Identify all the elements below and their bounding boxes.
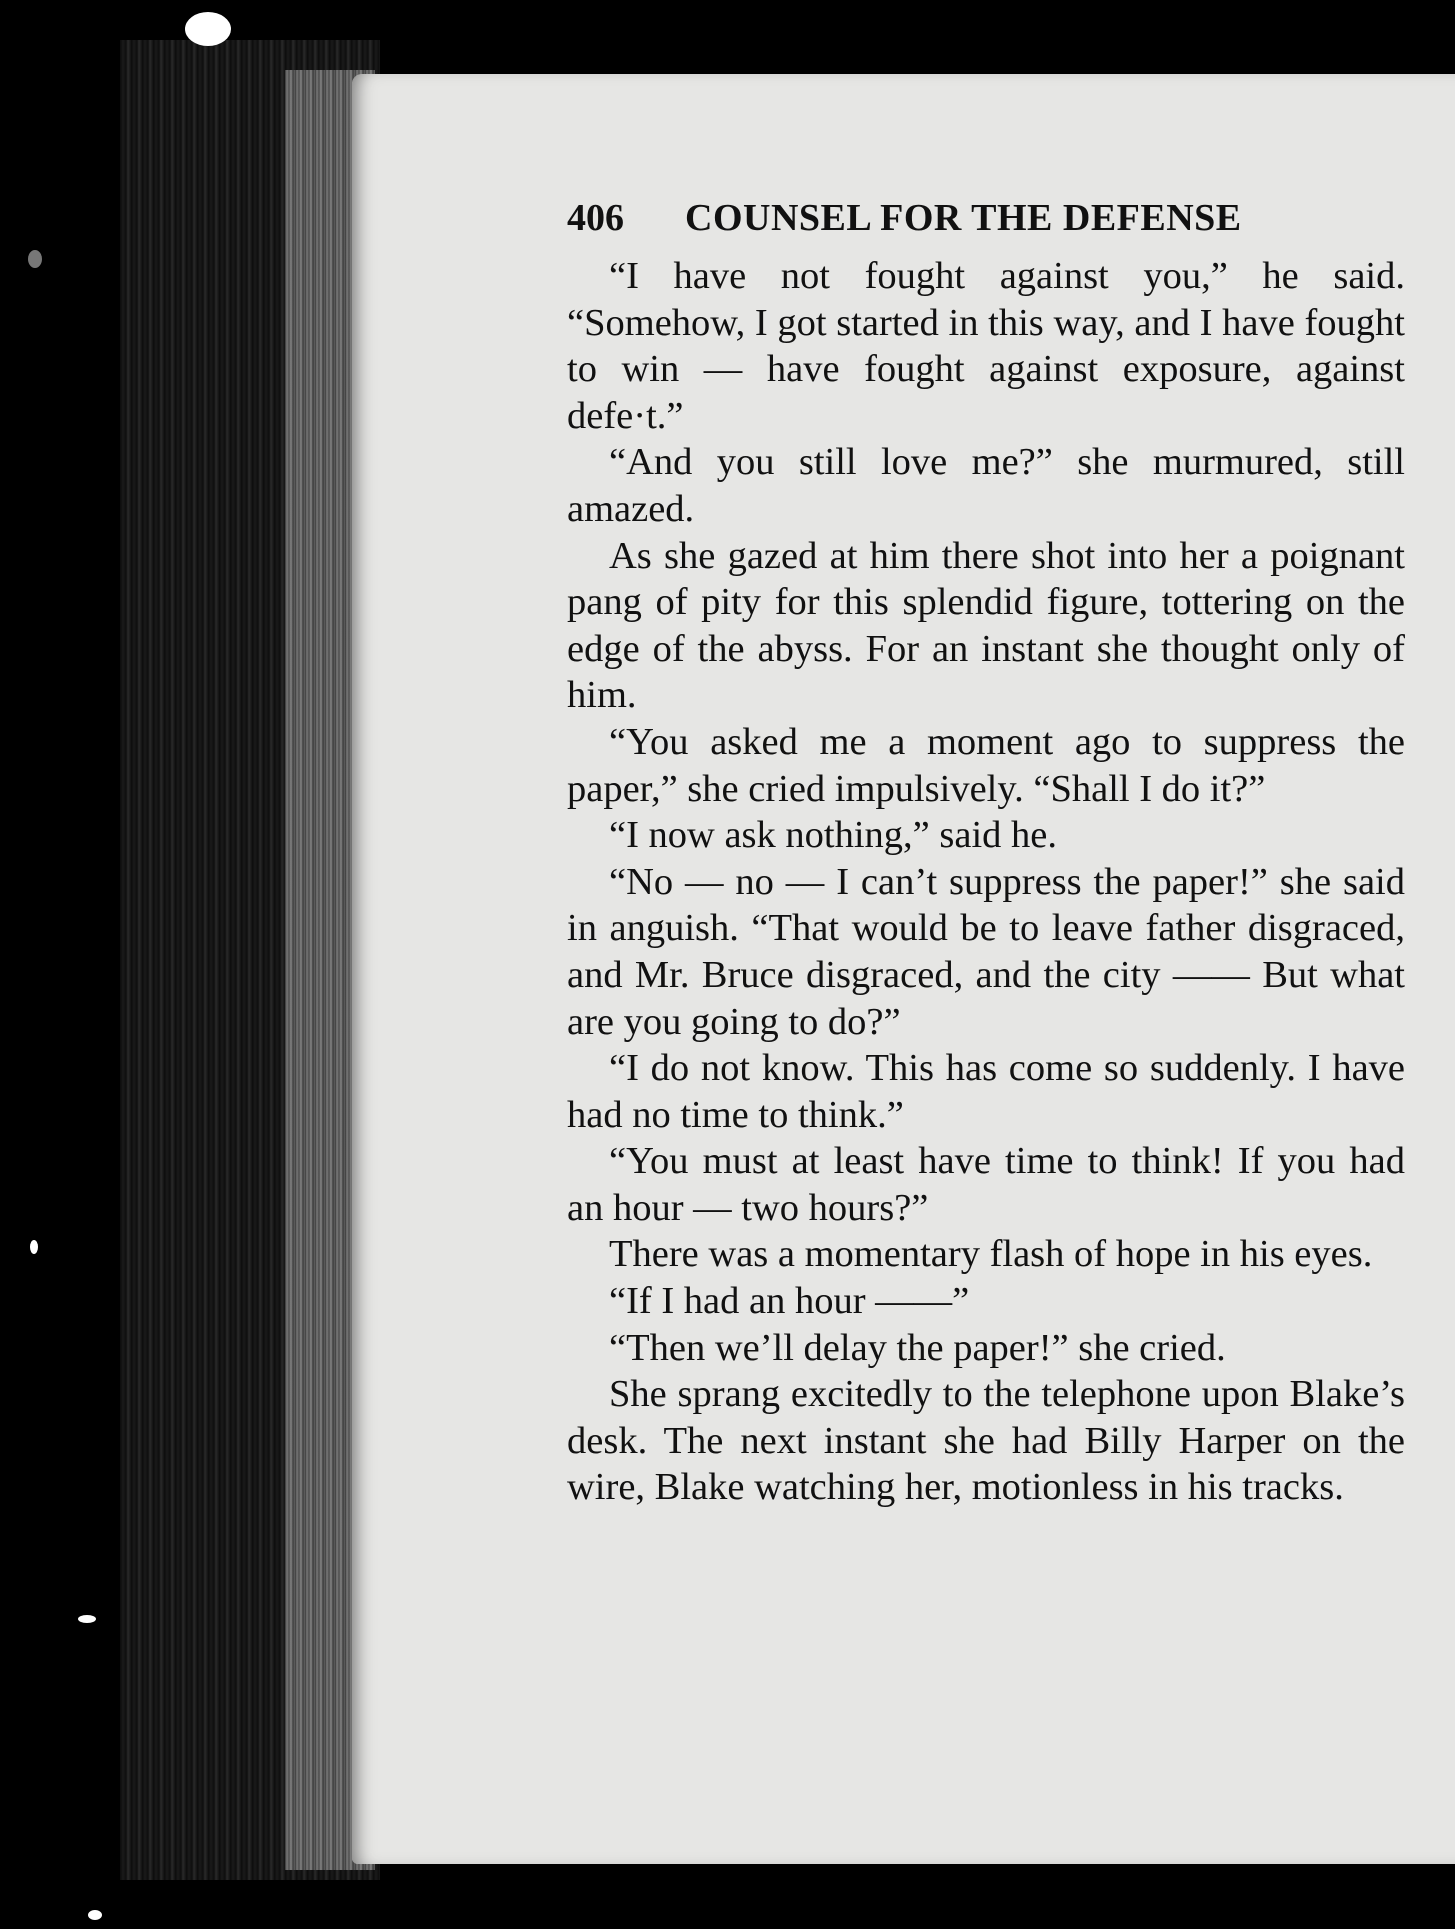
paragraph: “If I had an hour ——” [609, 1280, 970, 1323]
paragraph: “You asked me a moment ago to suppress the paper,” she cried impulsively. “Shall I do it?” [567, 720, 1405, 810]
paragraph: As she gazed at him there shot into her a poignant pang of pity for this splendid figure, tottering on the edge of the abyss. For an instant she thought only of him. [567, 534, 1405, 717]
paragraph: “You must at least have time to think! If you had an hour — two hours?” [567, 1140, 1405, 1229]
paragraph: “I have not fought against you,” he said. “Somehow, I got started in this way, and I have fought to win — have fought against exposure, against defe·t.” [567, 255, 1405, 437]
paragraph: “I do not know. This has come so suddenly. I have had no time to think.” [567, 1047, 1405, 1136]
scan-speck [185, 12, 231, 46]
paragraph: “No — no — I can’t suppress the paper!” she said in anguish. “That would be to leave father disgraced, and Mr. Bruce disgraced, and the city —— But what are you going to do?” [567, 860, 1405, 1043]
scan-speck [78, 1615, 96, 1623]
paragraph: There was a momentary flash of hope in his eyes. [609, 1233, 1373, 1276]
paragraph: “Then we’ll delay the paper!” she cried. [609, 1326, 1226, 1369]
scan-speck [30, 1240, 38, 1254]
page-number: 406 [567, 197, 624, 239]
scan-speck [88, 1910, 102, 1920]
page-body-text [567, 253, 1405, 1511]
scan-speck [28, 250, 42, 268]
running-header [567, 196, 1287, 240]
paragraph: “I now ask nothing,” said he. [609, 814, 1057, 857]
paragraph: “And you still love me?” she murmured, still amazed. [567, 441, 1405, 530]
paragraph: She sprang excitedly to the telephone upon Blake’s desk. The next instant she had Billy Harper on the wire, Blake watching her, motionless in his tracks. [567, 1373, 1405, 1509]
running-title: COUNSEL FOR THE DEFENSE [685, 197, 1242, 239]
